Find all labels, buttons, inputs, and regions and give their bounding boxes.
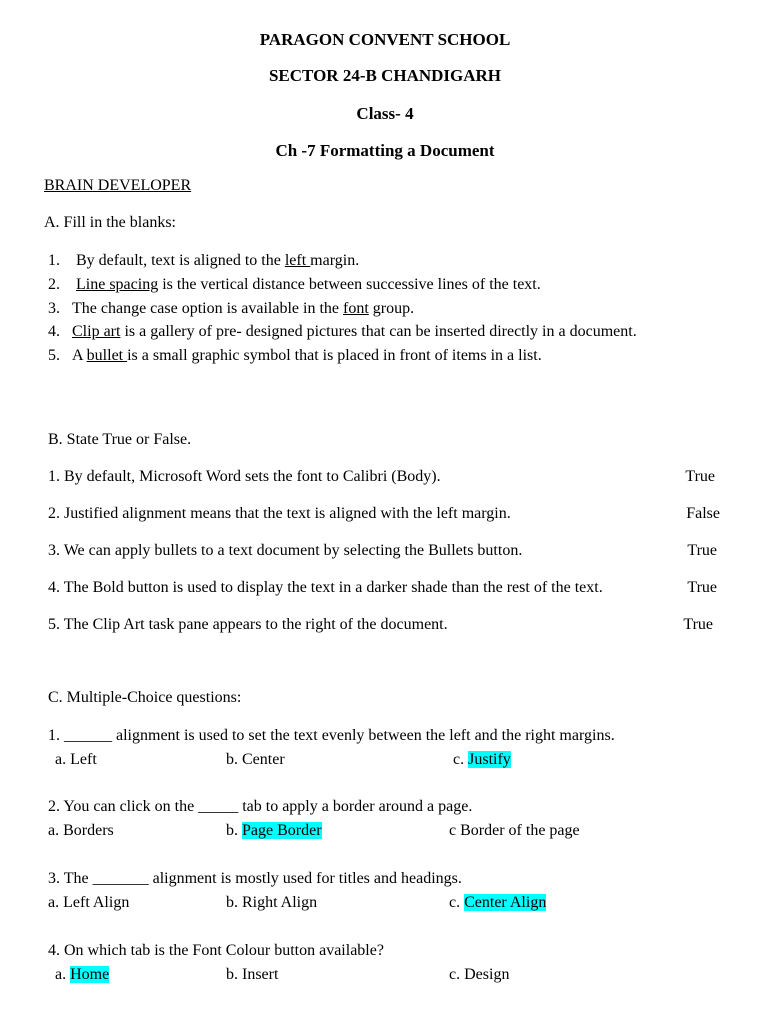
mcq-question: 1. ______ alignment is used to set the text evenly between the left and the right margins.: [48, 727, 615, 744]
mcq-option-b: b. Insert: [226, 966, 279, 983]
fill-blanks-title: A. Fill in the blanks:: [44, 214, 176, 231]
mcq-option-a: a. Borders: [48, 822, 114, 839]
correct-answer-highlight: Home: [70, 966, 110, 983]
mcq-question: 2. You can click on the _____ tab to apply a border around a page.: [48, 798, 473, 815]
fill-blank-item: 5. A bullet is a small graphic symbol that is placed in front of items in a list.: [48, 347, 542, 364]
tf-question: 1. By default, Microsoft Word sets the font to Calibri (Body).: [48, 468, 441, 485]
mcq-option-a: a. Left Align: [48, 894, 130, 911]
mcq-title: C. Multiple-Choice questions:: [48, 689, 242, 706]
tf-question: 3. We can apply bullets to a text document by selecting the Bullets button.: [48, 542, 523, 559]
blank-answer: font: [343, 300, 369, 317]
tf-question: 4. The Bold button is used to display the text in a darker shade than the rest of the text.: [48, 579, 603, 596]
class-label: Class- 4: [356, 104, 414, 123]
blank-answer: Clip art: [72, 323, 121, 340]
true-false-title: B. State True or False.: [48, 431, 192, 448]
school-name: PARAGON CONVENT SCHOOL: [259, 30, 511, 49]
blank-answer: Line spacing: [76, 276, 159, 293]
blank-answer: left: [284, 252, 311, 269]
fill-blank-item: 3. The change case option is available in the font group.: [48, 300, 415, 317]
mcq-option-c: c. Center Align: [449, 894, 547, 911]
mcq-option-a: a. Left: [55, 751, 97, 768]
tf-answer: True: [685, 468, 715, 485]
mcq-option-b: b. Right Align: [226, 894, 318, 911]
school-address: SECTOR 24-B CHANDIGARH: [268, 66, 502, 85]
fill-blank-item: 4. Clip art is a gallery of pre- designed pictures that can be inserted directly in a document.: [48, 323, 637, 340]
tf-question: 5. The Clip Art task pane appears to the right of the document.: [48, 616, 448, 633]
mcq-question: 3. The _______ alignment is mostly used for titles and headings.: [48, 870, 462, 887]
mcq-option-b: b. Center: [226, 751, 285, 768]
correct-answer-highlight: Center Align: [464, 894, 547, 911]
tf-answer: True: [683, 616, 713, 633]
fill-blank-item: 2. Line spacing is the vertical distance between successive lines of the text.: [48, 276, 541, 293]
mcq-option-c: c. Justify: [453, 751, 511, 768]
mcq-option-a: a. Home: [55, 966, 110, 983]
tf-answer: True: [687, 542, 717, 559]
tf-question: 2. Justified alignment means that the text is aligned with the left margin.: [48, 505, 511, 522]
mcq-option-c: c Border of the page: [449, 822, 580, 839]
correct-answer-highlight: Page Border: [242, 822, 322, 839]
chapter-title: Ch -7 Formatting a Document: [275, 141, 495, 160]
mcq-option-b: b. Page Border: [226, 822, 322, 839]
mcq-option-c: c. Design: [449, 966, 510, 983]
tf-answer: True: [687, 579, 717, 596]
section-label: BRAIN DEVELOPER: [44, 177, 192, 194]
blank-answer: bullet: [86, 347, 128, 364]
fill-blank-item: 1. By default, text is aligned to the left margin.: [48, 252, 360, 269]
mcq-question: 4. On which tab is the Font Colour button available?: [48, 942, 384, 959]
correct-answer-highlight: Justify: [468, 751, 511, 768]
tf-answer: False: [686, 505, 720, 522]
